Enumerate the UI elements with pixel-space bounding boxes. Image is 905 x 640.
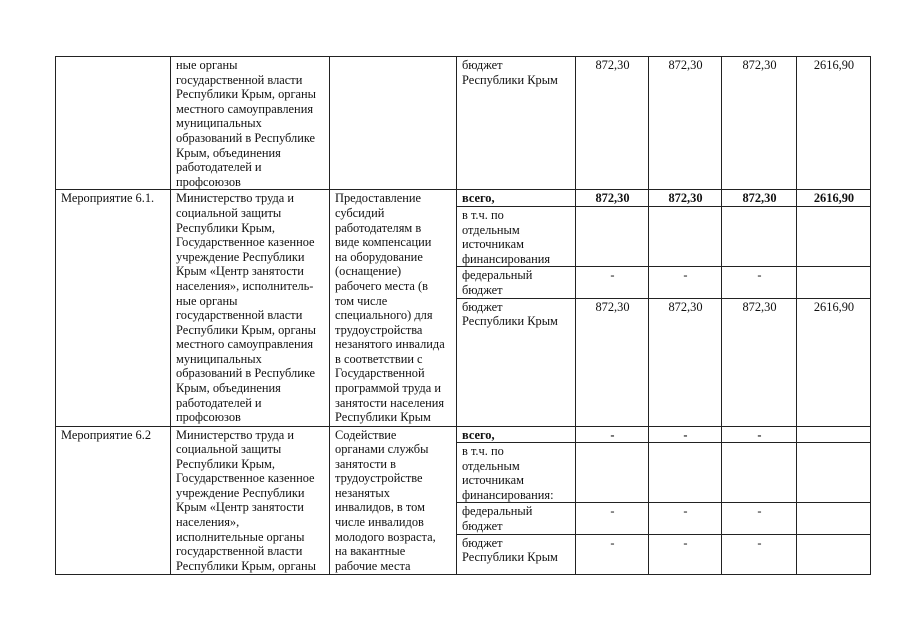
funding-source-label: бюджет Республики Крым	[457, 57, 576, 190]
funding-source-label: бюджет Республики Крым	[457, 298, 576, 426]
total-value-cell: 2616,90	[797, 298, 871, 426]
funding-table-body	[56, 57, 871, 575]
total-value-cell: 2616,90	[797, 57, 871, 190]
event-cell: Мероприятие 6.1.	[56, 190, 171, 426]
funding-source-label: федеральный бюджет	[457, 267, 576, 298]
year-value-cell	[576, 206, 649, 266]
year-value-cell: -	[722, 503, 797, 534]
year-value-cell: 872,30	[576, 298, 649, 426]
year-value-cell: -	[576, 534, 649, 574]
total-value-cell: 2616,90	[797, 190, 871, 207]
year-value-cell: -	[722, 267, 797, 298]
executor-cell: Министерство труда и социальной защиты Республики Крым, Государственное казенное учреждение Республики Крым «Центр занятости населения», исполнитель- ные органы государственной власти Республики Крым, органы местного самоуправления муниципальных образований в Республике Крым, объединения работодателей и профсоюзов	[171, 190, 330, 426]
total-value-cell	[797, 426, 871, 443]
year-value-cell	[722, 443, 797, 503]
funding-source-label: всего,	[457, 426, 576, 443]
executor-cell: ные органы государственной власти Республики Крым, органы местного самоуправления муниципальных образований в Республике Крым, объединения работодателей и профсоюзов	[171, 57, 330, 190]
year-value-cell: -	[576, 426, 649, 443]
year-value-cell: -	[722, 534, 797, 574]
funding-source-label: в т.ч. по отдельным источникам финансирования:	[457, 443, 576, 503]
year-value-cell: 872,30	[576, 190, 649, 207]
year-value-cell: 872,30	[722, 190, 797, 207]
event-cell	[56, 57, 171, 190]
year-value-cell: -	[576, 503, 649, 534]
year-value-cell: -	[649, 503, 722, 534]
year-value-cell: 872,30	[722, 57, 797, 190]
event-cell: Мероприятие 6.2	[56, 426, 171, 574]
funding-source-label: всего,	[457, 190, 576, 207]
year-value-cell: 872,30	[722, 298, 797, 426]
year-value-cell: -	[649, 534, 722, 574]
total-value-cell	[797, 267, 871, 298]
funding-source-label: федеральный бюджет	[457, 503, 576, 534]
description-cell: Содействие органами службы занятости в трудоустройстве незанятых инвалидов, в том числе инвалидов молодого возраста, на вакантные рабочие места	[330, 426, 457, 574]
funding-source-label: в т.ч. по отдельным источникам финансирования	[457, 206, 576, 266]
year-value-cell	[649, 206, 722, 266]
total-value-cell	[797, 206, 871, 266]
executor-cell: Министерство труда и социальной защиты Республики Крым, Государственное казенное учреждение Республики Крым «Центр занятости населения», исполнительные органы государственной власти Республики Крым, органы	[171, 426, 330, 574]
year-value-cell: -	[649, 426, 722, 443]
year-value-cell	[722, 206, 797, 266]
total-value-cell	[797, 443, 871, 503]
year-value-cell: -	[576, 267, 649, 298]
total-value-cell	[797, 503, 871, 534]
table-row	[56, 57, 871, 190]
funding-source-label: бюджет Республики Крым	[457, 534, 576, 574]
description-cell	[330, 57, 457, 190]
year-value-cell	[576, 443, 649, 503]
year-value-cell	[649, 443, 722, 503]
year-value-cell: -	[722, 426, 797, 443]
funding-table	[55, 56, 871, 575]
table-row	[56, 190, 871, 207]
year-value-cell: 872,30	[649, 298, 722, 426]
year-value-cell: 872,30	[649, 57, 722, 190]
year-value-cell: 872,30	[649, 190, 722, 207]
year-value-cell: 872,30	[576, 57, 649, 190]
year-value-cell: -	[649, 267, 722, 298]
total-value-cell	[797, 534, 871, 574]
table-row	[56, 426, 871, 443]
description-cell: Предоставление субсидий работодателям в виде компенсации на оборудование (оснащение) рабочего места (в том числе специального) для трудоустройства незанятого инвалида в соответствии с Государственной программой труда и занятости населения Республики Крым	[330, 190, 457, 426]
